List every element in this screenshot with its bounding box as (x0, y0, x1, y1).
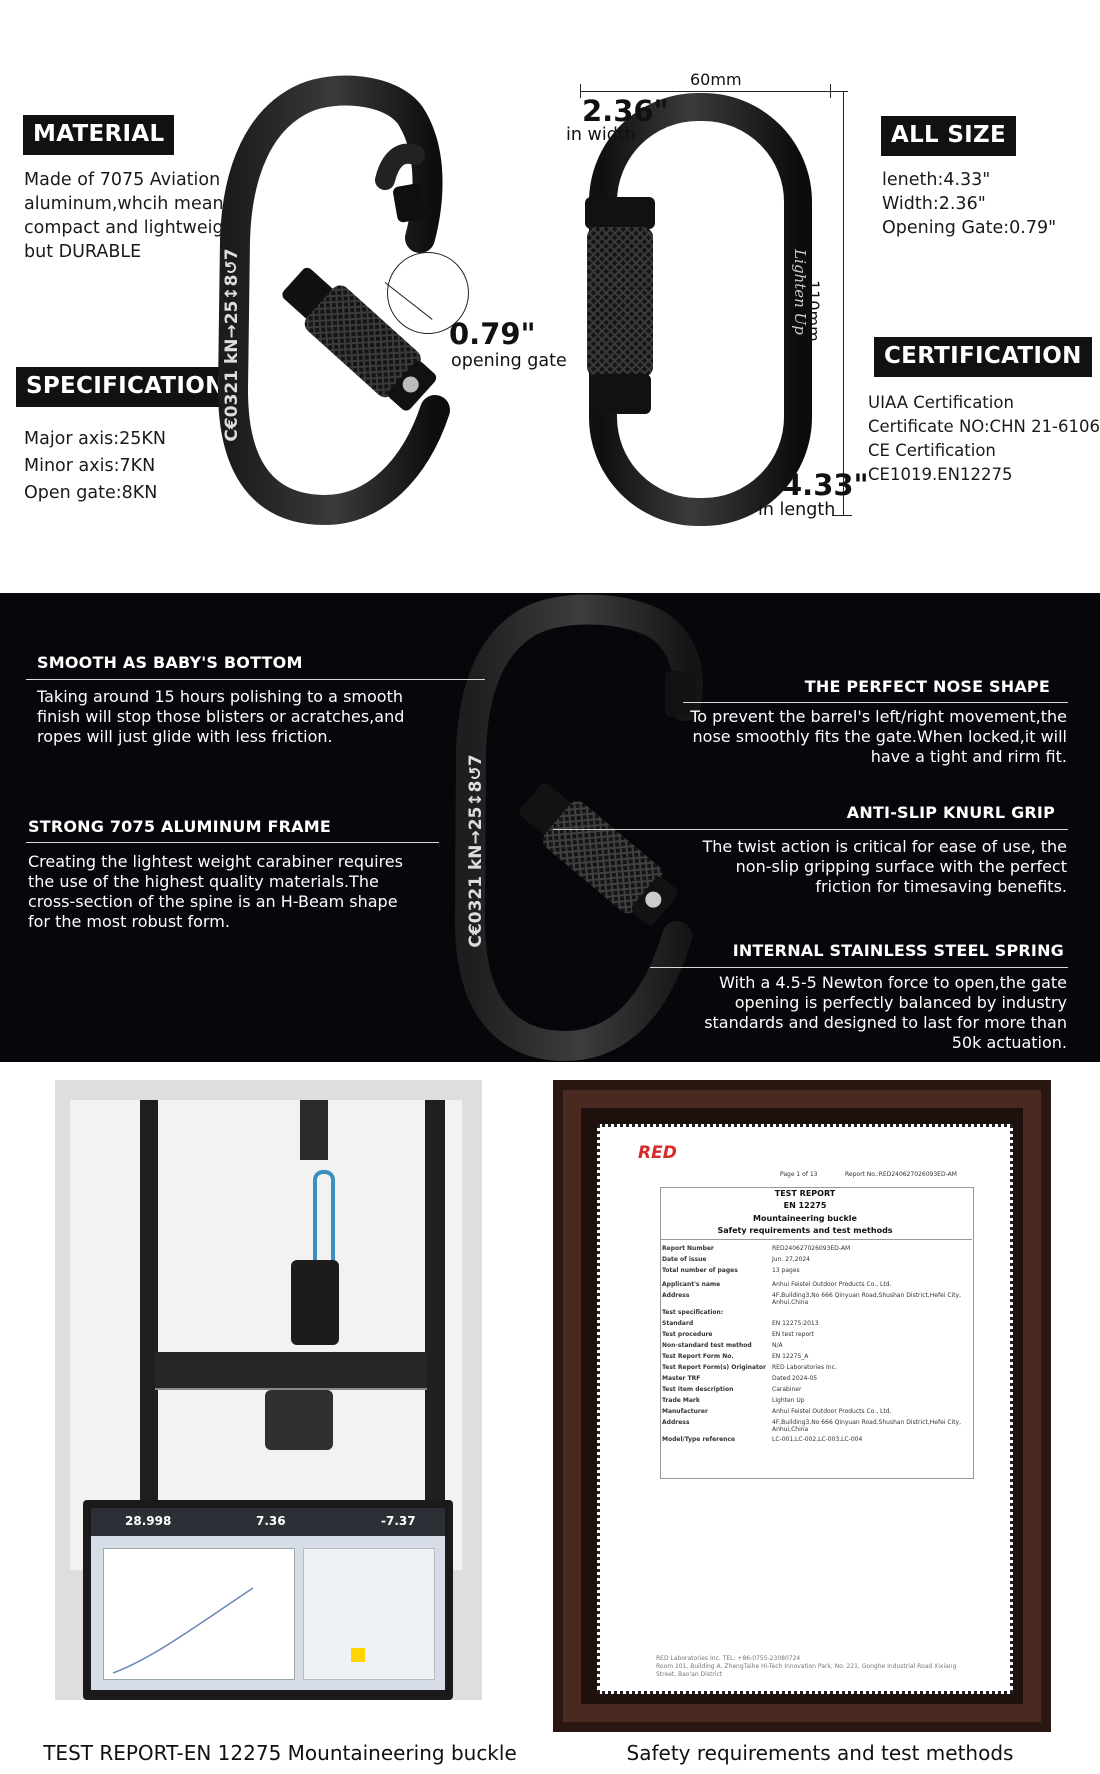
certificate-title-2: EN 12275 (783, 1201, 827, 1210)
features-panel (0, 593, 1100, 1062)
feature-frame-title: STRONG 7075 ALUMINUM FRAME (28, 817, 331, 836)
specification-tag: SPECIFICATION (16, 367, 235, 407)
certificate-report-no: Report No.:RED240627026093ED-AM (845, 1171, 957, 1178)
feature-smooth-title: SMOOTH AS BABY'S BOTTOM (37, 653, 303, 672)
test-machine-photo (55, 1080, 482, 1700)
feature-spring-rule (650, 967, 1068, 968)
width-dimension-value: 2.36" (582, 94, 669, 128)
feature-spring-title: INTERNAL STAINLESS STEEL SPRING (732, 941, 1064, 960)
monitor-value-2: 7.36 (256, 1514, 286, 1528)
length-dimension-line (843, 91, 844, 516)
feature-frame-rule (26, 842, 439, 843)
certificate-rows: Report Number RED240627026093ED-AM Date of issue Jun. 27,2024 Total number of pages 13 pages Applicant's name Anhui Feistel Outdoor Products Co., Ltd. Address 4F,Building3,No 666 Qinyuan Road,Shushan District,Hefei City, Anhui,China Test specification: Standard EN 12275:2013 Test procedure EN test report Non-standard test method N/A Test Report Form No. EN 12275_A Test Report Form(s) Originator RED Laboratories Inc. Master TRF Dated 2024-05 Test item description Carabiner Trade Mark Lighten Up Manufacturer Anhui Feistel Outdoor Products Co., Ltd. Address 4F,Building3,No 666 Qinyuan Road,Shushan District,Hefei City, Anhui,China Model/Type reference LC-001,LC-002,LC-003,LC-004 (662, 1245, 961, 1443)
all-size-text: leneth:4.33" Width:2.36" Opening Gate:0.79" (882, 170, 1057, 238)
certificate-logo: RED (638, 1143, 677, 1163)
carabiner-brand-engraving: Lighten Up (791, 249, 809, 335)
length-mm-label: 110mm (804, 280, 823, 342)
certificate-footer-3: Street, Bao'an District (656, 1671, 723, 1678)
certification-text: UIAA Certification Certificate NO:CHN 21-6106 CE Certification CE1019.EN12275 (868, 393, 1100, 484)
monitor-value-force: 28.998 (125, 1514, 172, 1528)
caption-test-report: TEST REPORT-EN 12275 Mountaineering buckle (43, 1741, 517, 1765)
feature-nose-title: THE PERFECT NOSE SHAPE (804, 677, 1050, 696)
certificate-footer-2: Room 101, Building A, ZhengTaihe Hi-Tech Innovation Park, No. 221, Gonghe Industrial Road Xixiang (656, 1663, 957, 1670)
certificate-footer-1: RED Laboratories Inc. TEL: +86-0755-23080724 (656, 1655, 801, 1662)
certification-tag: CERTIFICATION (874, 337, 1092, 377)
carabiner-engraving-feature: C€0321 kN→25↕8↺7 (466, 754, 486, 948)
feature-nose-rule (683, 702, 1068, 703)
caption-safety-requirements: Safety requirements and test methods (626, 1741, 1014, 1765)
certificate-title-1: TEST REPORT (774, 1189, 836, 1198)
specification-text: Major axis:25KN Minor axis:7KN Open gate:8KN (24, 429, 166, 503)
width-dimension-tick-right (830, 84, 831, 98)
width-dimension-line (580, 91, 848, 92)
monitor-curve (103, 1548, 293, 1678)
material-tag: MATERIAL (23, 115, 174, 155)
carabiner-locked-image (585, 92, 825, 532)
feature-knurl-rule (553, 829, 1068, 830)
feature-knurl-title: ANTI-SLIP KNURL GRIP (846, 803, 1055, 822)
carabiner-feature-image (455, 601, 705, 1061)
feature-frame-text: Creating the lightest weight carabiner requires the use of the highest quality materials.The cross-section of the spine is an H-Beam shape for the most robust form. (28, 852, 403, 931)
feature-knurl-text: The twist action is critical for ease of use, the non-slip gripping surface with the perfect friction for timesaving benefits. (702, 837, 1067, 896)
material-text: Made of 7075 Aviation aluminum,whcih means compact and lightweight but DURABLE (24, 170, 242, 262)
monitor (83, 1500, 453, 1700)
certificate-title-3: Mountaineering buckle (753, 1214, 857, 1223)
width-dimension-tick-left (580, 84, 581, 98)
all-size-tag: ALL SIZE (881, 116, 1016, 156)
gate-dimension-label: opening gate (451, 351, 567, 371)
carabiner-engraving-left: C€0321 kN→25↕8↺7 (222, 248, 242, 442)
certificate-title-4: Safety requirements and test methods (717, 1226, 893, 1235)
certificate-page: Page 1 of 13 (780, 1171, 818, 1178)
gate-dimension-value: 0.79" (449, 317, 536, 351)
width-dimension-label: in width (566, 125, 636, 145)
length-dimension-value: 4.33" (782, 468, 869, 502)
feature-smooth-rule (26, 679, 485, 680)
certificate-frame (553, 1080, 1051, 1732)
monitor-value-3: -7.37 (381, 1514, 416, 1528)
width-mm-label: 60mm (690, 70, 742, 89)
feature-smooth-text: Taking around 15 hours polishing to a smooth finish will stop those blisters or acratches,and ropes will just glide with less friction. (37, 687, 405, 746)
length-dimension-label: in length (758, 500, 836, 520)
feature-spring-text: With a 4.5-5 Newton force to open,the gate opening is perfectly balanced by industry standards and designed to last for more than 50k actuation. (704, 973, 1067, 1052)
feature-nose-text: To prevent the barrel's left/right movement,the nose smoothly fits the gate.When locked,it will have a tight and rirm fit. (690, 707, 1067, 766)
